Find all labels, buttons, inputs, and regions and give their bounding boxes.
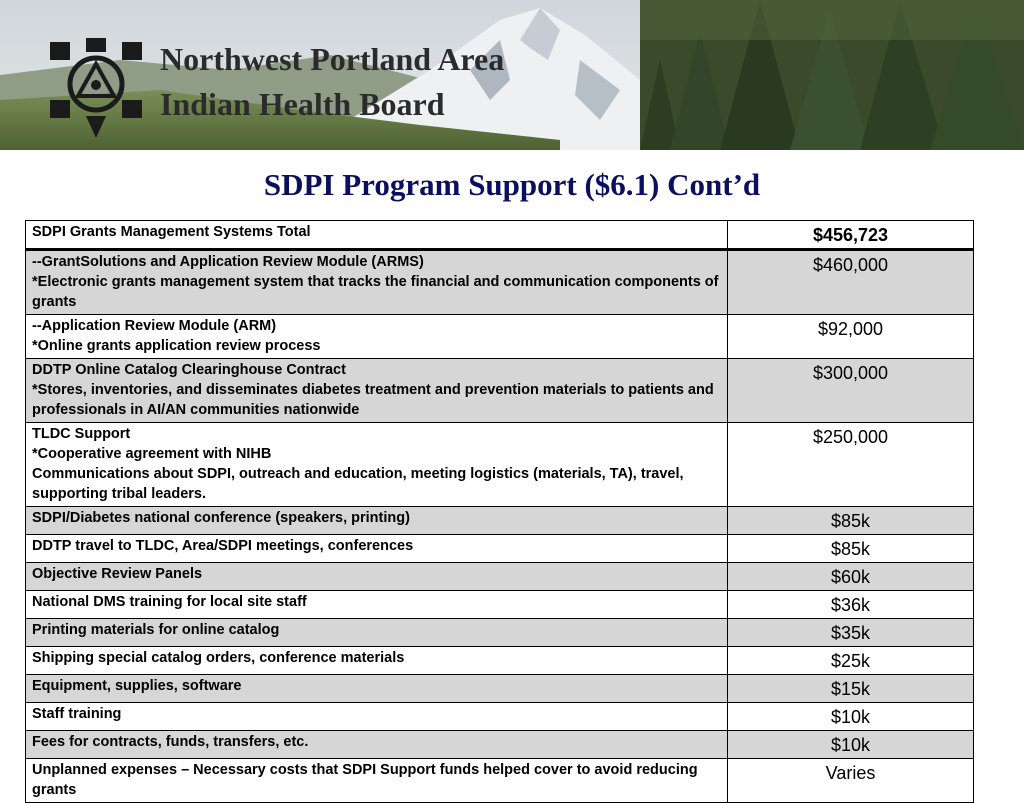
line-item-amount: $85k (728, 507, 974, 535)
description-line: *Stores, inventories, and disseminates diabetes treatment and prevention materials to patients and professionals in AI/AN communities nationwide (32, 382, 714, 418)
table-row (26, 535, 974, 563)
table-row (26, 619, 974, 647)
description-line: Objective Review Panels (32, 566, 203, 582)
line-item-description (26, 315, 728, 359)
description-line: --GrantSolutions and Application Review Module (ARMS) (32, 254, 424, 270)
line-item-description (26, 221, 728, 250)
line-item-amount: $15k (728, 675, 974, 703)
description-line: Fees for contracts, funds, transfers, etc. (32, 734, 309, 750)
org-name-line2: Indian Health Board (160, 86, 445, 122)
line-item-amount: $10k (728, 703, 974, 731)
table-row (26, 563, 974, 591)
table-row (26, 315, 974, 359)
description-line: Shipping special catalog orders, conference materials (32, 650, 405, 666)
line-item-description (26, 703, 728, 731)
line-item-amount: $300,000 (728, 359, 974, 423)
line-item-amount: $36k (728, 591, 974, 619)
description-line: SDPI/Diabetes national conference (speakers, printing) (32, 510, 410, 526)
description-line: TLDC Support (32, 426, 131, 442)
line-item-amount: $60k (728, 563, 974, 591)
line-item-description (26, 591, 728, 619)
table-row (26, 250, 974, 315)
line-item-description (26, 675, 728, 703)
line-item-amount: $35k (728, 619, 974, 647)
description-line: Equipment, supplies, software (32, 678, 242, 694)
org-name-line1: Northwest Portland Area (160, 41, 505, 77)
line-item-amount: $85k (728, 535, 974, 563)
line-item-amount: $456,723 (728, 221, 974, 250)
description-line: Staff training (32, 706, 122, 722)
line-item-description (26, 619, 728, 647)
line-item-description (26, 647, 728, 675)
mountain-landscape-image (0, 0, 1024, 150)
table-row (26, 221, 974, 250)
line-item-amount: $460,000 (728, 250, 974, 315)
description-line: Unplanned expenses – Necessary costs that SDPI Support funds helped cover to avoid reducing grants (32, 762, 698, 798)
table-row (26, 759, 974, 803)
budget-table (25, 220, 974, 803)
table-row (26, 703, 974, 731)
line-item-description (26, 535, 728, 563)
table-row (26, 731, 974, 759)
table-row (26, 591, 974, 619)
line-item-amount: $10k (728, 731, 974, 759)
line-item-amount: $25k (728, 647, 974, 675)
table-row (26, 647, 974, 675)
header-banner (0, 0, 1024, 150)
description-line: National DMS training for local site staff (32, 594, 307, 610)
table-row (26, 359, 974, 423)
table-row (26, 423, 974, 507)
line-item-description (26, 563, 728, 591)
line-item-amount: Varies (728, 759, 974, 803)
line-item-amount: $92,000 (728, 315, 974, 359)
line-item-description (26, 507, 728, 535)
description-line: DDTP Online Catalog Clearinghouse Contract (32, 362, 346, 378)
table-row (26, 675, 974, 703)
description-line: DDTP travel to TLDC, Area/SDPI meetings, conferences (32, 538, 414, 554)
line-item-description (26, 759, 728, 803)
line-item-description (26, 359, 728, 423)
line-item-description (26, 250, 728, 315)
description-line: Communications about SDPI, outreach and education, meeting logistics (materials, TA), travel, supporting tribal leaders. (32, 466, 684, 502)
description-line: SDPI Grants Management Systems Total (32, 224, 311, 240)
page-title: SDPI Program Support ($6.1) Cont’d (263, 167, 761, 202)
table-row (26, 507, 974, 535)
description-line: *Cooperative agreement with NIHB (32, 446, 272, 462)
line-item-amount: $250,000 (728, 423, 974, 507)
description-line: Printing materials for online catalog (32, 622, 280, 638)
description-line: --Application Review Module (ARM) (32, 318, 277, 334)
description-line: *Online grants application review process (32, 338, 321, 354)
description-line: *Electronic grants management system that tracks the financial and communication components of grants (32, 274, 719, 310)
line-item-description (26, 423, 728, 507)
line-item-description (26, 731, 728, 759)
